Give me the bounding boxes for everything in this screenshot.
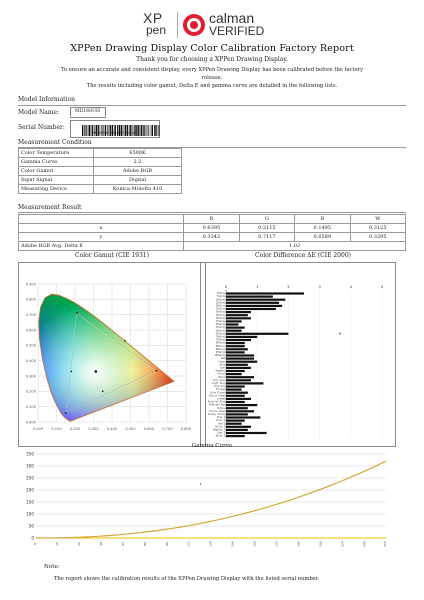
delta-row-label: Moderate Red: [209, 403, 225, 407]
delta-row-label: 80%Gray: [215, 341, 225, 345]
delta-row-label: Cyan: [219, 366, 225, 370]
condition-row: [19, 176, 182, 185]
barcode-bar: [84, 125, 85, 136]
gamma-x-tick-label: 64: [120, 542, 125, 546]
delta-e-value: 1.02: [184, 242, 406, 251]
gamma-x-tick-label: 96: [164, 542, 169, 546]
gamut-sample-point: [124, 340, 126, 342]
barcode-bar: [140, 125, 141, 136]
gamma-x-tick-label: 80: [142, 542, 147, 546]
delta-bar: [226, 392, 248, 394]
barcode-bar: [82, 125, 83, 136]
gamma-x-tick-label: 224: [340, 541, 345, 547]
delta-x-tick-label: 4: [349, 284, 353, 289]
gamma-y-tick-label: 250: [26, 475, 34, 481]
gamma-y-tick-label: 350: [26, 451, 34, 457]
delta-row-label: Green 2: [215, 419, 225, 423]
intro-line-3: The results including color gamut, Delta E and gamma curve are detailed in the following lists.: [86, 83, 338, 89]
gamma-x-tick-label: 0: [33, 543, 37, 545]
gamma-chart-title: Gamma Curve: [191, 443, 233, 449]
gamut-x-tick-label: 0.400: [106, 427, 118, 431]
result-row: [19, 224, 406, 233]
barcode-bar: [156, 125, 157, 136]
delta-row-label: Purple: [217, 406, 225, 410]
result-row: [19, 233, 406, 242]
delta-bar: [226, 348, 248, 350]
gamma-x-tick-label: 16: [54, 542, 59, 546]
delta-x-tick-label: 1: [255, 284, 259, 289]
gamma-x-tick-label: 32: [76, 542, 81, 546]
delta-bar: [226, 423, 242, 425]
delta-row-label: 5%Gray: [217, 295, 225, 299]
delta-row-label: 45%Gray: [215, 320, 225, 323]
condition-label: Gamma Curve: [19, 158, 94, 167]
gamut-x-tick-label: 0.600: [143, 427, 155, 431]
delta-row-label: Red 2: [218, 422, 225, 426]
delta-bar: [226, 401, 245, 403]
result-cell: 0.0589: [295, 233, 350, 242]
calman-logo: [209, 12, 264, 37]
result-cell: 0.3125: [350, 224, 405, 233]
model-name-value: MD160UH: [75, 109, 101, 114]
barcode-bar: [86, 125, 87, 136]
result-column-header: G: [239, 215, 294, 224]
delta-row-label: 25%Gray: [215, 307, 225, 311]
gamma-y-tick-label: 100: [26, 511, 34, 517]
result-column-header: B: [295, 215, 350, 224]
xppen-logo: [143, 12, 175, 36]
delta-bar: [226, 410, 254, 412]
delta-bar: [226, 308, 276, 310]
gamma-x-tick-label: 144: [230, 541, 235, 547]
barcode-bar: [148, 125, 149, 136]
gamut-y-tick-label: 0.300: [25, 374, 36, 379]
gamma-x-tick-label: 128: [208, 541, 213, 547]
delta-row-label: 30%Gray: [215, 310, 225, 314]
gamma-y-tick-label: 300: [26, 463, 34, 469]
condition-row: [19, 158, 182, 167]
gamma-y-tick-label: 150: [26, 499, 34, 505]
delta-bar: [226, 367, 251, 369]
gamut-y-tick-label: 0.600: [25, 328, 36, 333]
delta-bar: [226, 435, 245, 437]
barcode-bar: [146, 125, 147, 136]
delta-bar: [226, 317, 251, 319]
condition-label: Input Signal: [19, 176, 94, 185]
gamma-curve-line: [36, 461, 386, 538]
delta-row-label: White 2: [215, 434, 225, 438]
gamut-primary-point: [76, 312, 78, 314]
gamma-marker: [200, 483, 201, 484]
condition-row: [19, 185, 182, 194]
calman-logo-bottom: VERIFIED: [209, 24, 265, 38]
gamut-x-tick-label: 0.800: [180, 427, 192, 431]
gamut-chart-title: Color Gamut (CIE 1931): [75, 252, 149, 259]
delta-bar: [226, 302, 279, 304]
result-column-header: R: [184, 215, 239, 224]
barcode: [82, 121, 160, 132]
intro-line-2: release.: [201, 75, 223, 81]
delta-bar: [226, 370, 245, 372]
result-cell: 0.1495: [295, 224, 350, 233]
delta-x-tick-label: 2: [287, 284, 290, 289]
delta-bar: [226, 330, 242, 332]
gamut-y-tick-label: 0.700: [25, 312, 36, 317]
delta-row-label: Yellow 2: [214, 425, 225, 429]
gamut-sample-point: [102, 391, 104, 393]
delta-bar: [226, 354, 254, 356]
delta-bar: [226, 382, 263, 384]
delta-row-label: Purplish Blue: [207, 400, 225, 404]
gamut-y-tick-label: 0.200: [25, 389, 36, 394]
delta-row-label: Orange: [217, 397, 225, 401]
delta-row-label: 70%Gray: [215, 335, 225, 339]
delta-row-label: 65%Gray: [215, 332, 225, 336]
delta-row-label: Green: [218, 360, 225, 364]
delta-bar: [226, 351, 245, 353]
delta-x-tick-label: 0: [224, 284, 228, 289]
delta-row-label: Blue: [219, 363, 225, 367]
gamut-primary-point: [155, 370, 157, 372]
result-cell: 0.3295: [350, 233, 405, 242]
barcode-bar: [144, 125, 145, 136]
delta-bar: [226, 416, 260, 418]
delta-bar: [226, 361, 257, 363]
delta-bar: [226, 398, 251, 400]
gamma-y-tick-label: 0: [31, 535, 34, 541]
gamut-x-tick-label: 0.300: [88, 427, 99, 431]
delta-chart-title: Color Difference ΔE (CIE 2000): [255, 252, 351, 259]
delta-row-label: 40%Gray: [215, 316, 225, 320]
note-text: The report shows the calibration results of the XPPen Drawing Display with the listed serial number.: [54, 576, 320, 582]
result-corner-cell: [19, 215, 184, 224]
note-label: Note:: [44, 564, 60, 570]
measurement-condition-table: [18, 148, 182, 194]
gamut-white-point: [95, 370, 98, 373]
condition-value: Adobe RGB: [94, 167, 182, 176]
gamma-x-tick-label: 160: [252, 541, 257, 547]
condition-row: [19, 149, 182, 158]
barcode-bar: [159, 125, 160, 136]
gamma-x-tick-label: 176: [274, 541, 279, 547]
gamut-chart: [18, 262, 206, 447]
condition-label: Color Gamut: [19, 167, 94, 176]
delta-bar: [226, 358, 254, 360]
delta-row-label: White: [218, 375, 225, 379]
logo-divider: [177, 12, 178, 38]
gamut-x-tick-label: 0.000: [32, 427, 44, 431]
delta-bar: [226, 320, 242, 322]
gamut-y-tick-label: 0.500: [25, 343, 36, 348]
gamut-x-tick-label: 0.100: [51, 427, 62, 431]
delta-row-label: 10%Gray: [215, 298, 225, 302]
delta-bar: [226, 379, 251, 381]
delta-x-tick-label: 3: [318, 284, 321, 289]
delta-row-label: 100%Gray: [214, 354, 225, 358]
gamma-x-tick-label: 192: [296, 541, 301, 547]
result-row-label: y: [19, 233, 184, 242]
barcode-bar: [85, 125, 86, 136]
barcode-bar: [137, 125, 139, 136]
result-column-header: W: [350, 215, 405, 224]
delta-e-label: Adobe RGB Avg. Delta E: [19, 242, 184, 251]
delta-row-label: Magenta: [215, 369, 225, 373]
measurement-condition-heading: Measurement Condition: [18, 139, 92, 146]
xppen-logo-bottom: pen: [146, 23, 167, 37]
delta-row-label: Light Skin: [211, 382, 225, 385]
delta-row-label: Blue 2: [217, 416, 225, 420]
delta-bar: [226, 395, 245, 397]
measurement-result-table: [18, 214, 406, 251]
gamma-x-tick-label: 208: [318, 541, 323, 547]
delta-bar: [226, 323, 238, 325]
delta-row-label: Blue Sky: [214, 385, 225, 389]
delta-bar: [226, 426, 251, 428]
delta-bar: [226, 305, 282, 307]
barcode-bar: [154, 125, 156, 136]
gamut-y-tick-label: 0.400: [25, 358, 36, 363]
delta-row-label: Orange Yellow: [207, 413, 225, 416]
calman-logo-top: calman: [209, 10, 255, 26]
gamut-primary-point: [65, 412, 67, 414]
barcode-bar: [143, 125, 144, 136]
delta-row-label: Foliage: [215, 388, 225, 392]
delta-row-label: 95%Gray: [215, 351, 225, 354]
result-cell: 0.7117: [239, 233, 294, 242]
delta-bar: [226, 429, 248, 431]
delta-row-label: 75%Gray: [215, 338, 225, 342]
condition-value: Digital: [94, 176, 182, 185]
delta-bar: [226, 373, 242, 375]
delta-row-label: 90%Gray: [215, 347, 225, 351]
gamma-chart: [18, 450, 392, 550]
barcode-bar: [89, 125, 91, 136]
delta-bar: [226, 413, 248, 415]
delta-row-label: 20%Gray: [215, 304, 225, 308]
report-subtitle: Thank you for choosing a XPPen Drawing Display.: [136, 56, 288, 63]
gamut-white-glow: [39, 294, 174, 421]
delta-bar: [226, 376, 254, 378]
barcode-bar: [152, 125, 154, 136]
gamut-y-tick-label: 0.100: [25, 404, 36, 409]
result-header-row: [19, 215, 406, 224]
delta-bar: [226, 296, 273, 298]
gamma-x-tick-label: 112: [186, 541, 191, 547]
delta-bar: [226, 299, 285, 301]
delta-bar: [226, 311, 251, 313]
delta-bar: [226, 333, 288, 335]
gamut-sample-point: [71, 371, 73, 373]
gamut-x-tick-label: 0.200: [69, 427, 81, 431]
delta-row-label: 0%Gray: [217, 292, 225, 296]
gamma-y-tick-label: 200: [26, 487, 34, 493]
delta-bar: [226, 407, 248, 409]
gamut-y-tick-label: 0.000: [25, 420, 36, 425]
barcode-bar: [91, 125, 92, 136]
delta-row-label: Blue Flower: [210, 391, 225, 395]
gamma-x-tick-label: 48: [98, 542, 103, 546]
condition-label: Color Temperature: [19, 149, 94, 158]
model-info-heading: Model Information: [18, 96, 75, 103]
delta-e-row: [19, 242, 406, 251]
gamut-y-tick-label: 0.800: [25, 297, 36, 302]
result-cell: 0.6395: [184, 224, 239, 233]
delta-row-label: 35%Gray: [215, 313, 225, 317]
delta-row-label: Magenta 2: [213, 428, 225, 432]
result-cell: 0.3342: [184, 233, 239, 242]
delta-row-label: Cyan 2: [217, 431, 225, 435]
delta-row-label: Yellow Green: [209, 409, 225, 413]
gamma-y-tick-label: 50: [28, 523, 34, 529]
delta-row-label: Bluish Green: [209, 394, 225, 398]
model-name-label: Model Name:: [18, 109, 60, 116]
condition-label: Measuring Device: [19, 185, 94, 194]
delta-chart: [200, 262, 396, 447]
delta-bar: [226, 389, 242, 391]
serial-number-label: Serial Number:: [18, 124, 65, 131]
barcode-bar: [150, 125, 151, 136]
delta-row-label: Red: [221, 357, 225, 361]
measurement-result-heading: Measurement Result: [18, 204, 82, 211]
delta-bar: [226, 342, 245, 344]
result-row-label: x: [19, 224, 184, 233]
condition-value: 6500K: [94, 149, 182, 158]
delta-bar: [226, 364, 248, 366]
result-cell: 0.2115: [239, 224, 294, 233]
delta-row-label: Dark Skin: [213, 378, 225, 382]
delta-row-label: 55%Gray: [215, 326, 225, 330]
delta-row-label: 50%Gray: [215, 323, 225, 327]
gamut-x-tick-label: 0.500: [125, 427, 136, 431]
delta-bar: [226, 404, 257, 406]
gamut-x-tick-label: 0.700: [162, 427, 173, 431]
delta-row-label: 85%Gray: [215, 344, 225, 348]
condition-value: Konica-Minolta 410: [94, 185, 182, 194]
delta-bar: [226, 327, 245, 329]
delta-bar: [226, 420, 245, 422]
barcode-bar: [141, 125, 143, 136]
delta-bar: [226, 339, 251, 341]
delta-row-label: 60%Gray: [215, 329, 225, 333]
delta-row-label: Yellow: [217, 372, 225, 376]
delta-x-tick-label: 5: [380, 284, 384, 289]
report-title: XPPen Drawing Display Color Calibration Factory Report: [70, 43, 354, 54]
delta-bar: [226, 336, 257, 338]
xppen-logo-top: XP: [143, 10, 163, 26]
intro-line-1: To ensure an accurate and consistent display, every XPPen Drawing Display has been calibrated before the factory: [60, 67, 364, 73]
gamma-x-tick-label: 255: [383, 541, 387, 547]
condition-value: 2.2: [94, 158, 182, 167]
delta-bar: [226, 314, 248, 316]
serial-number-value: XG160A0Y3123700358: [93, 132, 137, 136]
delta-marker: [339, 333, 340, 334]
calman-logo-icon: [182, 13, 206, 37]
measurement-result-rule: [18, 212, 406, 213]
delta-bar: [226, 432, 267, 434]
delta-bar: [226, 292, 304, 294]
delta-row-label: 15%Gray: [215, 301, 225, 305]
gamma-x-tick-label: 240: [362, 541, 367, 547]
delta-bar: [226, 385, 245, 387]
condition-row: [19, 167, 182, 176]
model-info-rule: [18, 105, 406, 106]
gamut-y-tick-label: 0.900: [25, 282, 36, 287]
delta-bar: [226, 345, 245, 347]
